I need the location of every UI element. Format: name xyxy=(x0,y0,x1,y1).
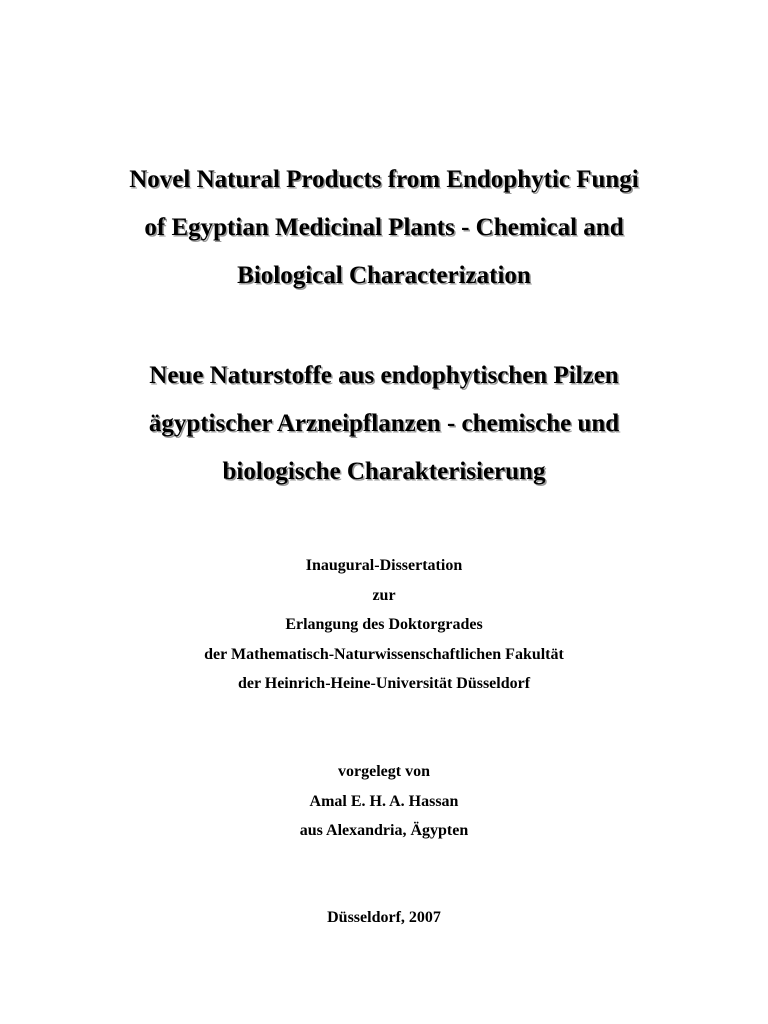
german-title-line-1: Neue Naturstoffe aus endophytischen Pilzen xyxy=(149,362,619,389)
english-title-line-3: Biological Characterization xyxy=(237,262,531,289)
submitted-by: vorgelegt von xyxy=(338,763,430,780)
english-title-line-2: of Egyptian Medicinal Plants - Chemical and xyxy=(144,214,624,241)
author-info xyxy=(0,757,768,846)
german-title-line-2: ägyptischer Arzneipflanzen - chemische und xyxy=(148,410,620,437)
author-origin: aus Alexandria, Ägypten xyxy=(299,822,469,839)
dissertation-zur: zur xyxy=(372,586,396,604)
dissertation-info xyxy=(0,551,768,699)
dissertation-faculty: der Mathematisch-Naturwissenschaftlichen Fakultät xyxy=(204,645,564,663)
place-date-block xyxy=(0,903,768,933)
dissertation-purpose: Erlangung des Doktorgrades xyxy=(285,616,483,633)
english-title xyxy=(0,156,768,300)
german-title-line-3: biologische Charakterisierung xyxy=(222,458,546,485)
author-name: Amal E. H. A. Hassan xyxy=(309,792,459,810)
dissertation-type: Inaugural-Dissertation xyxy=(305,557,463,574)
place-date: Düsseldorf, 2007 xyxy=(327,909,441,926)
dissertation-university: der Heinrich-Heine-Universität Düsseldorf xyxy=(237,675,531,692)
english-title-line-1: Novel Natural Products from Endophytic Fungi xyxy=(129,166,639,193)
german-title xyxy=(0,352,768,496)
